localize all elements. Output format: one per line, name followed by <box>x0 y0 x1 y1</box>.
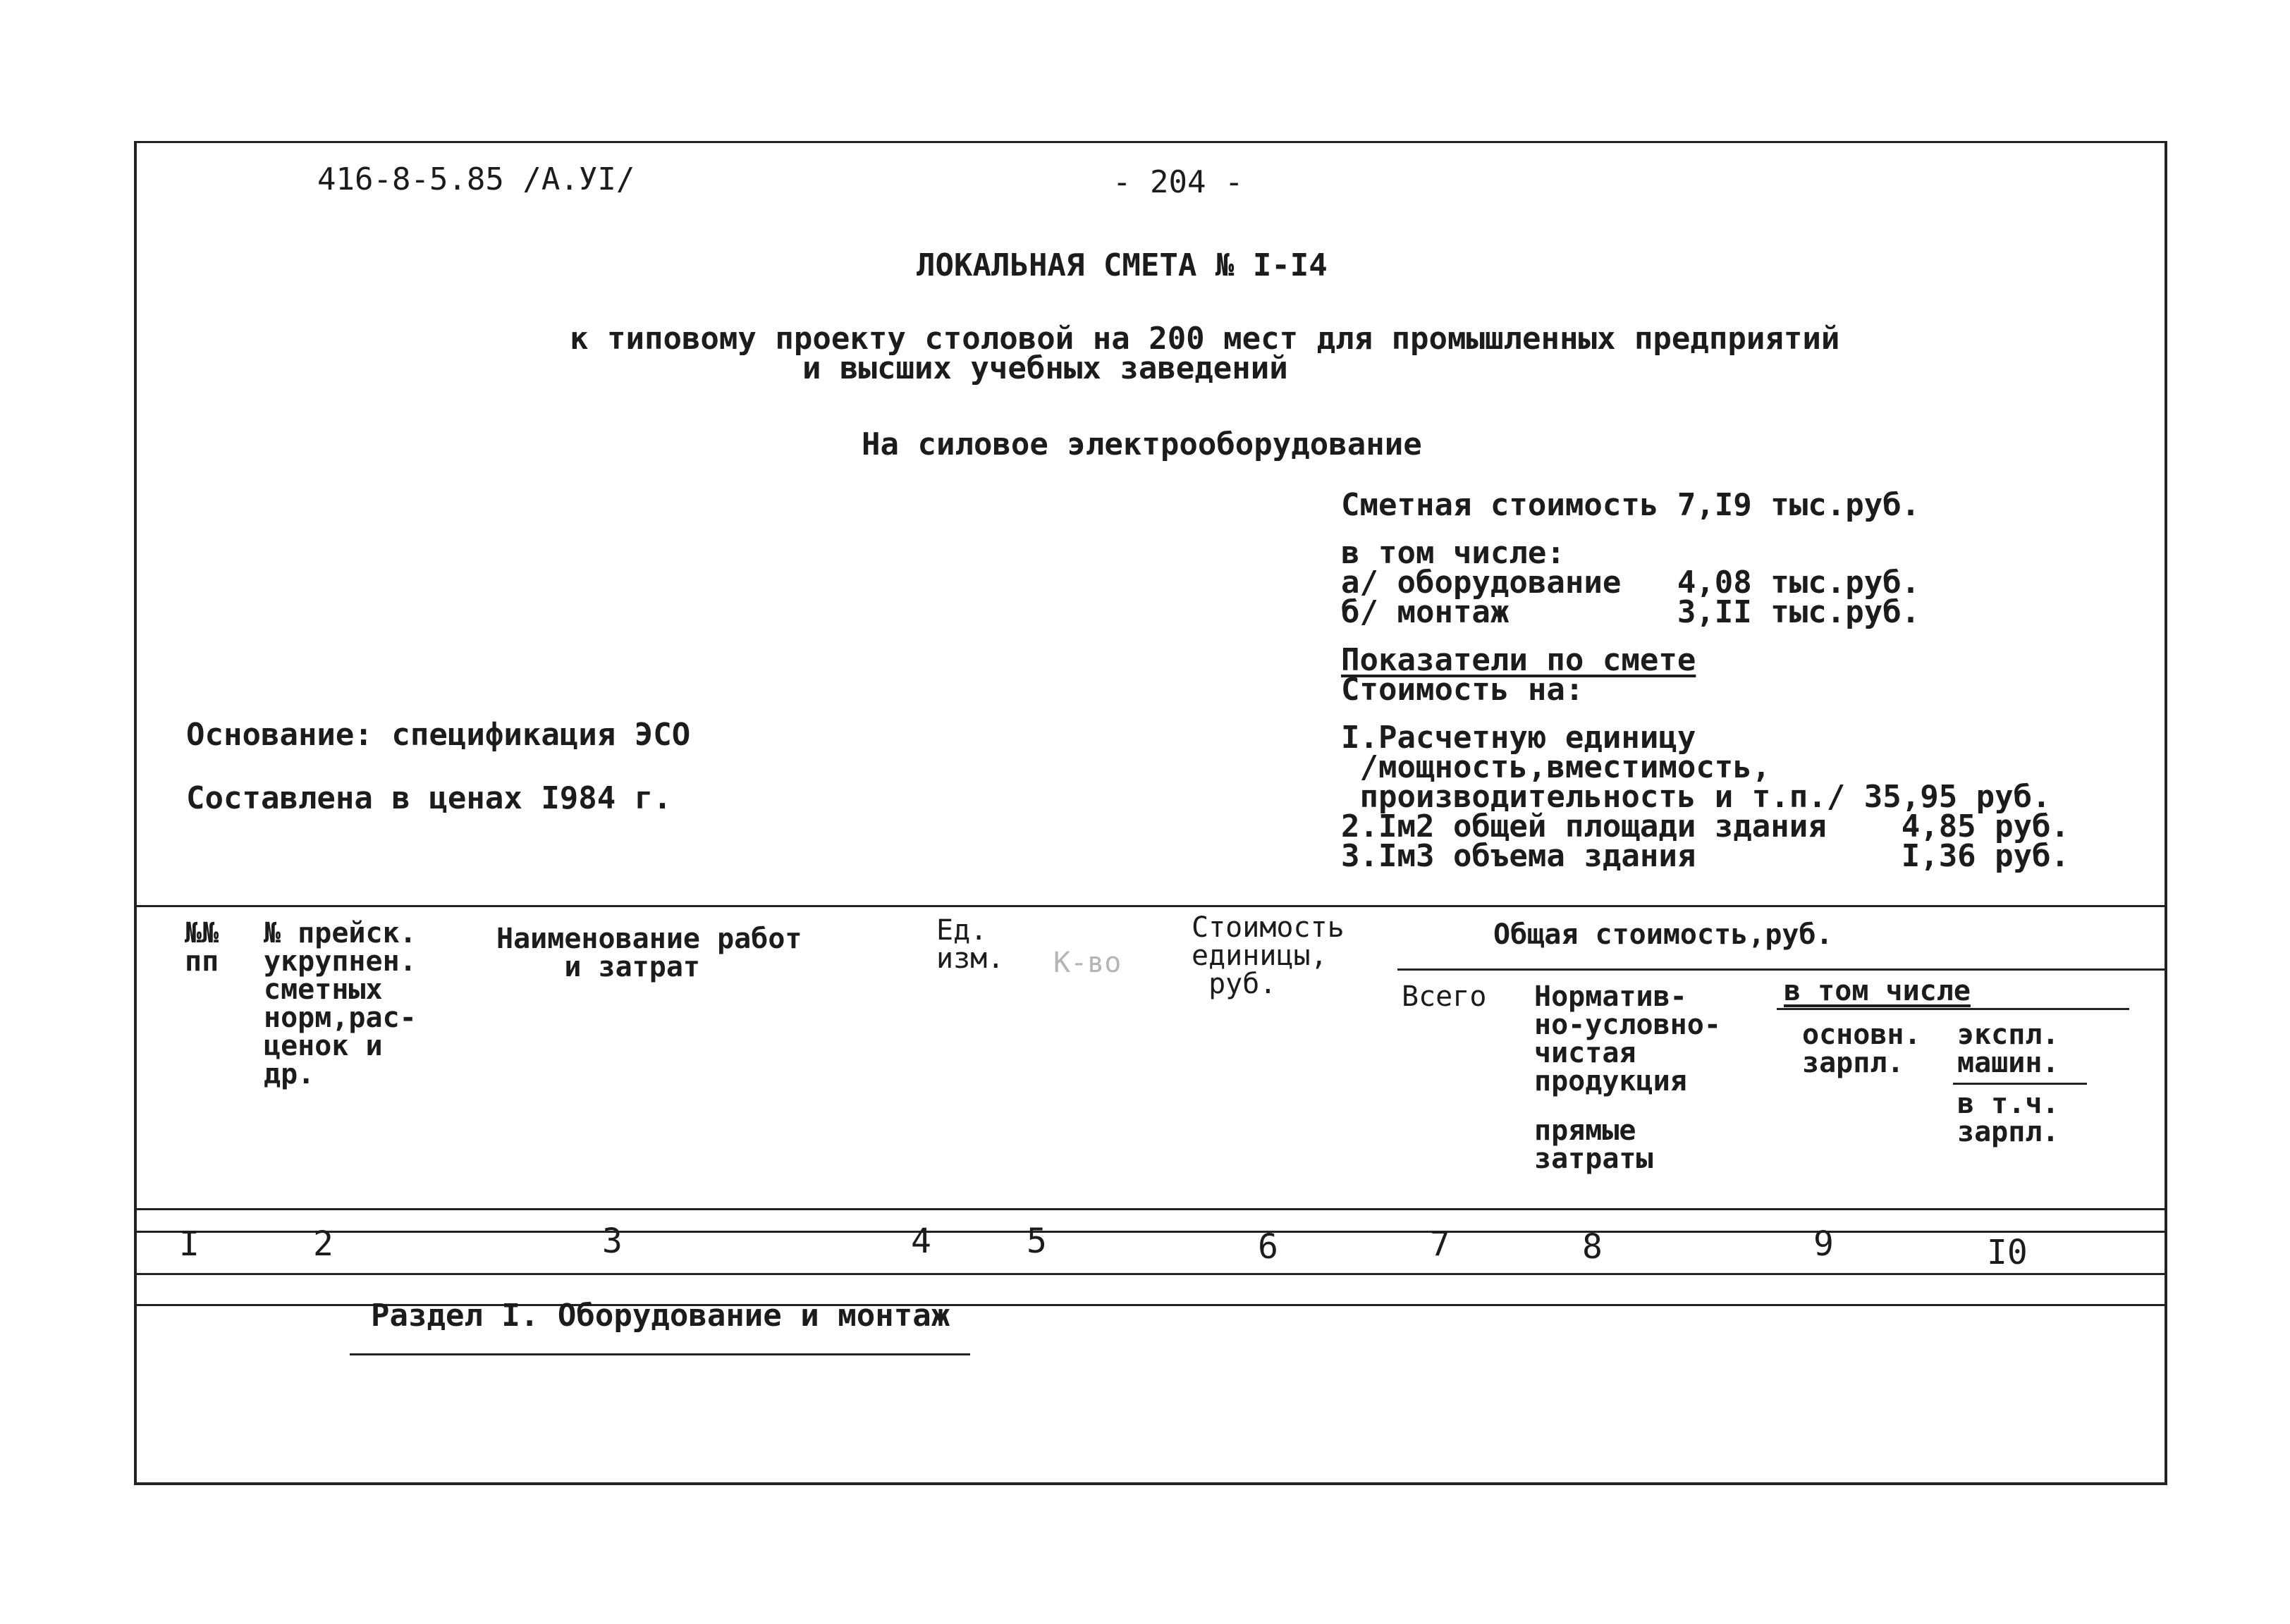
subtitle-line-1: к типовому проекту столовой на 200 мест для промышленных предприятий <box>570 321 1840 357</box>
col-header-base-salary: основн. зарпл. <box>1802 1019 1921 1079</box>
section-underline <box>350 1353 970 1355</box>
column-number: 3 <box>602 1222 623 1261</box>
basis-text: Основание: спецификация ЭСО <box>186 717 691 753</box>
cost-per-label: Стоимость на: <box>1341 672 1584 708</box>
section-subject: На силовое электрооборудование <box>862 426 1422 462</box>
header-bottom-line-2 <box>134 1231 2165 1233</box>
section-title: Раздел I. Оборудование и монтаж <box>371 1298 950 1334</box>
col-header-name: Наименование работ и затрат <box>496 923 802 983</box>
equipment-cost: а/ оборудование 4,08 тыс.руб. <box>1341 565 1921 601</box>
machines-line <box>1953 1083 2087 1085</box>
column-number: 9 <box>1813 1224 1834 1264</box>
header-bottom-line <box>134 1208 2165 1210</box>
column-number: 6 <box>1258 1227 1278 1267</box>
column-number: I <box>179 1224 200 1264</box>
col-header-direct-costs: прямые затраты <box>1534 1114 1653 1175</box>
table-top-line <box>134 905 2165 907</box>
indicator-area: 2.Iм2 общей площади здания 4,85 руб. <box>1341 808 2070 844</box>
col-header-machines: экспл. машин. <box>1957 1019 2059 1079</box>
col-header-unit-cost: Стоимость единицы, руб. <box>1192 911 1345 1000</box>
col-header-total: Всего <box>1402 980 1487 1013</box>
page-number: - 204 - <box>1113 164 1244 200</box>
col-header-quantity: К-во <box>1053 947 1122 979</box>
including-label: в том числе: <box>1341 535 1565 571</box>
col-header-price-ref: № прейск. укрупнен. сметных норм,рас- ценок и др. <box>264 917 417 1090</box>
col-header-number: №№ пп <box>185 917 219 978</box>
incl-group-line <box>1777 1008 2129 1010</box>
subtitle-line-2: и высших учебных заведений <box>802 350 1288 386</box>
col-header-machines-salary: в т.ч. зарпл. <box>1957 1088 2059 1148</box>
installation-cost: б/ монтаж 3,II тыс.руб. <box>1341 594 1921 630</box>
doc-code: 416-8-5.85 /А.УI/ <box>317 161 635 197</box>
col-header-unit: Ед. изм. <box>936 914 1005 975</box>
column-number: 4 <box>911 1222 931 1261</box>
column-number: 2 <box>313 1224 333 1264</box>
indicator-volume: 3.Iм3 объема здания I,36 руб. <box>1341 838 2070 874</box>
indicator-unit-line-1: I.Расчетную единицу <box>1341 720 1696 756</box>
indicator-unit-line-3: производительность и т.п./ 35,95 руб. <box>1341 779 2051 815</box>
column-numbers-line <box>134 1273 2165 1275</box>
col-header-total-group: Общая стоимость,руб. <box>1493 918 1833 951</box>
estimated-cost: Сметная стоимость 7,I9 тыс.руб. <box>1341 487 1921 523</box>
estimate-title: ЛОКАЛЬНАЯ СМЕТА № I-I4 <box>917 247 1328 283</box>
column-number: I0 <box>1987 1233 2028 1272</box>
prices-text: Составлена в ценах I984 г. <box>186 780 672 816</box>
col-header-net-product: Норматив- но-условно- чистая продукция <box>1534 980 1721 1097</box>
column-number: 5 <box>1027 1222 1047 1261</box>
column-number: 7 <box>1430 1224 1450 1264</box>
indicator-unit-line-2: /мощность,вместимость, <box>1341 749 1771 785</box>
total-group-line <box>1397 968 2165 971</box>
col-header-incl-group: в том числе <box>1784 975 1971 1007</box>
indicators-heading: Показатели по смете <box>1341 642 1696 678</box>
column-number: 8 <box>1582 1227 1603 1267</box>
